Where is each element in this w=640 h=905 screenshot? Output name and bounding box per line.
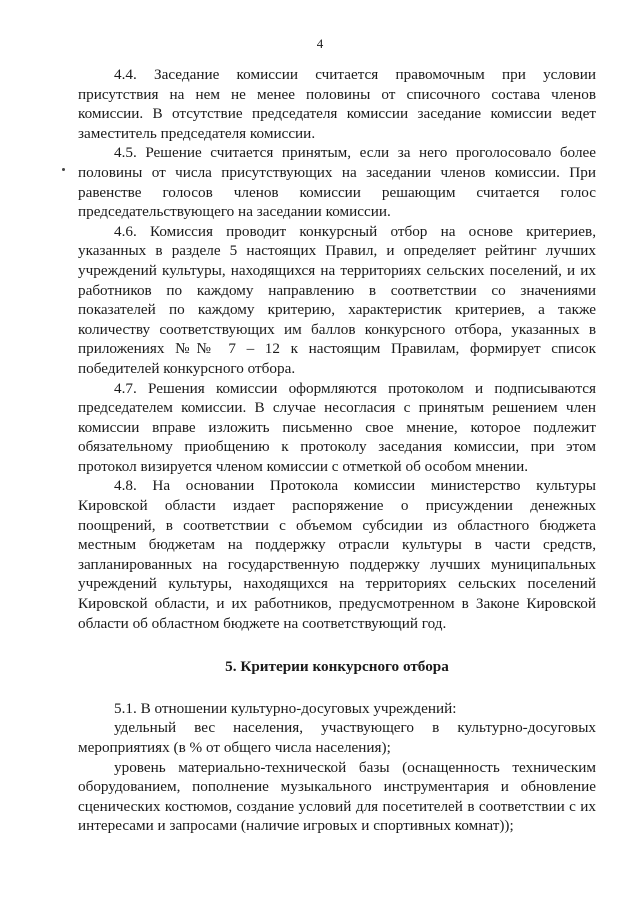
paragraph-4-8: 4.8. На основании Протокола комиссии министерство культуры Кировской области издает распоряжение о присуждении денежных поощрений, в соответствии с объемом субсидии из областного бюджета местным бюджетам на поддержку отрасли культуры в части средств, запланированных на государственную поддержку лучших муниципальных учреждений культуры, находящихся на территориях сельских поселений Кировской области, и их работников, предусмотренном в Законе Кировской области об областном бюджете на соответствующий год. xyxy=(78,477,596,632)
paragraph-5-1: 5.1. В отношении культурно-досуговых учреждений: xyxy=(114,699,457,717)
paragraph-4-7: 4.7. Решения комиссии оформляются протоколом и подписываются председателем комиссии. В случае несогласия с принятым решением член комиссии вправе изложить письменно свое мнение, которое подлежит обязательному приобщению к протоколу заседания комиссии, при этом протокол визируется членом комиссии с отметкой об особом мнении. xyxy=(78,379,596,475)
paragraph-4-6: 4.6. Комиссия проводит конкурсный отбор на основе критериев, указанных в разделе 5 настоящих Правил, и определяет рейтинг лучших учреждений культуры, находящихся на территориях сельских поселений, и их работников по каждому направлению в соответствии со значениями показателей по каждому критерию, характеристик критериев, а также количеству соответствующих им баллов конкурсного отбора, указанных в приложениях №№ 7 – 12 к настоящим Правилам, формирует список победителей конкурсного отбора. xyxy=(78,222,596,377)
criterion-participation: удельный вес населения, участвующего в культурно-досуговых мероприятиях (в % от общего числа населения); xyxy=(78,719,596,756)
document-body xyxy=(78,65,596,836)
paragraph-4-4: 4.4. Заседание комиссии считается правомочным при условии присутствия на нем не менее половины от списочного состава членов комиссии. В отсутствие председателя комиссии заседание комиссии ведет заместитель председателя комиссии. xyxy=(78,66,596,142)
criterion-material-base: уровень материально-технической базы (оснащенность техническим оборудованием, пополнение музыкального инструментария и обновление сценических костюмов, создание условий для посетителей в соответствии с их интересами и запросами (наличие игровых и спортивных комнат)); xyxy=(78,758,596,835)
page-number: 4 xyxy=(316,36,324,51)
scan-dot xyxy=(62,168,65,171)
paragraph-4-5: 4.5. Решение считается принятым, если за него проголосовало более половины от числа присутствующих на заседании членов комиссии. При равенстве голосов членов комиссии решающим считается голос председательствующего на заседании комиссии. xyxy=(78,144,596,221)
section-heading: 5. Критерии конкурсного отбора xyxy=(225,658,449,676)
